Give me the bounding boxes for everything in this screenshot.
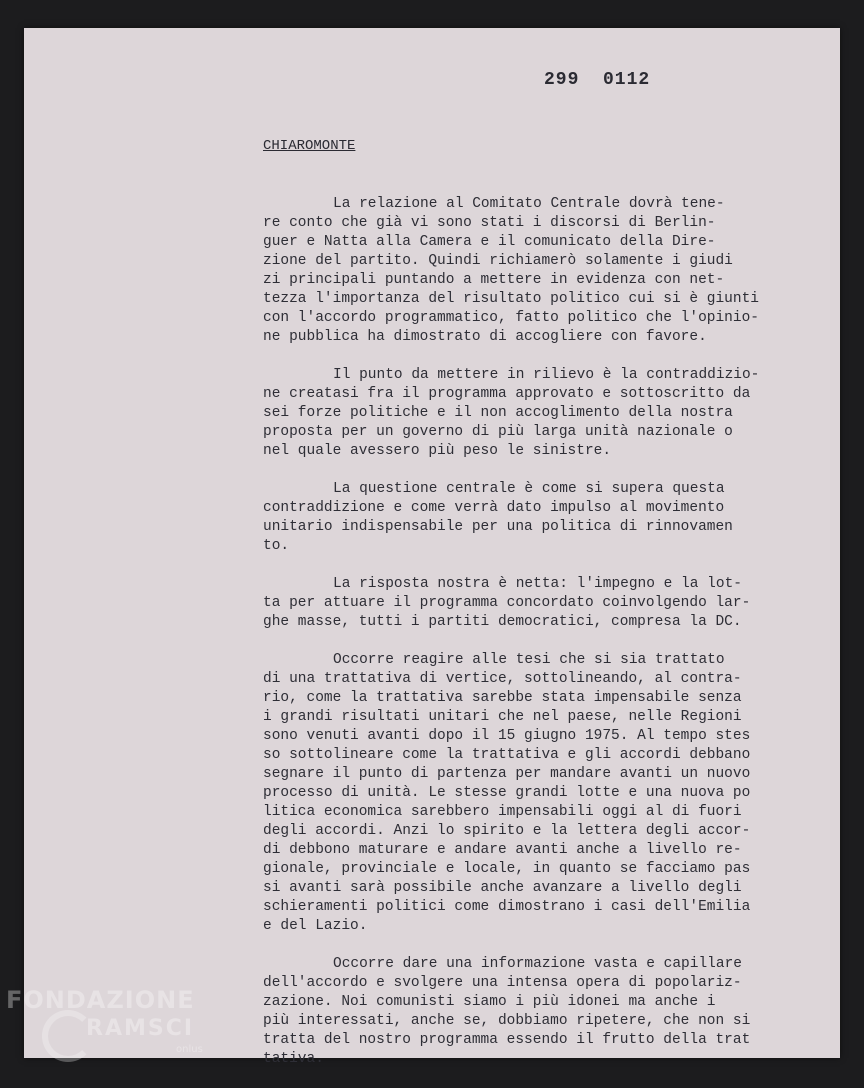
document-heading: CHIAROMONTE (263, 138, 356, 154)
text-line: i grandi risultati unitari che nel paese, nelle Regioni (263, 709, 742, 725)
text-line: zi principali puntando a mettere in evidenza con net- (263, 272, 725, 288)
text-line: zione del partito. Quindi richiamerò solamente i giudi (263, 253, 733, 269)
text-line: processo di unità. Le stesse grandi lotte e una nuova po (263, 785, 751, 801)
text-line: tratta del nostro programma essendo il frutto della trat (263, 1032, 751, 1048)
text-line: sei forze politiche e il non accoglimento della nostra (263, 405, 733, 421)
text-line: guer e Natta alla Camera e il comunicato della Dire- (263, 234, 716, 250)
text-line: rio, come la trattativa sarebbe stata impensabile senza (263, 690, 742, 706)
paragraph (263, 651, 823, 936)
text-line: tativa. (263, 1051, 324, 1067)
paragraph (263, 575, 823, 632)
text-line: La risposta nostra è netta: l'impegno e la lot- (333, 576, 742, 592)
text-line: tezza l'importanza del risultato politico cui si è giunti (263, 291, 759, 307)
paragraph (263, 480, 823, 556)
archive-number: 299 0112 (544, 70, 651, 90)
watermark-subtitle: RAMSCI (86, 1016, 195, 1041)
watermark-tag: onlus (176, 1044, 203, 1055)
text-line: Il punto da mettere in rilievo è la contraddizio- (333, 367, 760, 383)
text-line: re conto che già vi sono stati i discorsi di Berlin- (263, 215, 716, 231)
document-body (263, 195, 823, 1088)
page-content (24, 28, 840, 1067)
text-line: più interessati, anche se, dobbiamo ripetere, che non si (263, 1013, 751, 1029)
fondazione-gramsci-watermark (6, 986, 203, 1055)
paragraph (263, 195, 823, 347)
watermark-title: FONDAZIONE (6, 986, 195, 1014)
text-line: con l'accordo programmatico, fatto politico che l'opinio- (263, 310, 759, 326)
text-line: di debbono maturare e andare avanti anche a livello re- (263, 842, 742, 858)
text-line: sono venuti avanti dopo il 15 giugno 1975. Al tempo stes (263, 728, 751, 744)
text-line: gionale, provinciale e locale, in quanto se facciamo pas (263, 861, 751, 877)
text-line: schieramenti politici come dimostrano i casi dell'Emilia (263, 899, 751, 915)
text-line: ne creatasi fra il programma approvato e sottoscritto da (263, 386, 751, 402)
text-line: e del Lazio. (263, 918, 368, 934)
text-line: Occorre dare una informazione vasta e capillare (333, 956, 742, 972)
text-line: ne pubblica ha dimostrato di accogliere con favore. (263, 329, 707, 345)
paragraph (263, 955, 823, 1069)
text-line: si avanti sarà possibile anche avanzare a livello degli (263, 880, 742, 896)
text-line: ta per attuare il programma concordato coinvolgendo lar- (263, 595, 751, 611)
paragraph (263, 366, 823, 461)
text-line: La relazione al Comitato Centrale dovrà tene- (333, 196, 725, 212)
text-line: proposta per un governo di più larga unità nazionale o (263, 424, 733, 440)
text-line: nel quale avessero più peso le sinistre. (263, 443, 612, 459)
text-line: ghe masse, tutti i partiti democratici, compresa la DC. (263, 614, 742, 630)
text-line: unitario indispensabile per una politica di rinnovamen (263, 519, 733, 535)
text-line: di una trattativa di vertice, sottolineando, al contra- (263, 671, 742, 687)
text-line: so sottolineare come la trattativa e gli accordi debbano (263, 747, 751, 763)
text-line: zazione. Noi comunisti siamo i più idonei ma anche i (263, 994, 716, 1010)
text-line: La questione centrale è come si supera questa (333, 481, 725, 497)
document-page (24, 28, 840, 1067)
text-line: to. (263, 538, 290, 554)
text-line: contraddizione e come verrà dato impulso al movimento (263, 500, 725, 516)
text-line: dell'accordo e svolgere una intensa opera di popolariz- (263, 975, 742, 991)
text-line: Occorre reagire alle tesi che si sia trattato (333, 652, 725, 668)
text-line: segnare il punto di partenza per mandare avanti un nuovo (263, 766, 751, 782)
text-line: degli accordi. Anzi lo spirito e la lettera degli accor- (263, 823, 751, 839)
text-line: litica economica sarebbero impensabili oggi al di fuori (263, 804, 742, 820)
